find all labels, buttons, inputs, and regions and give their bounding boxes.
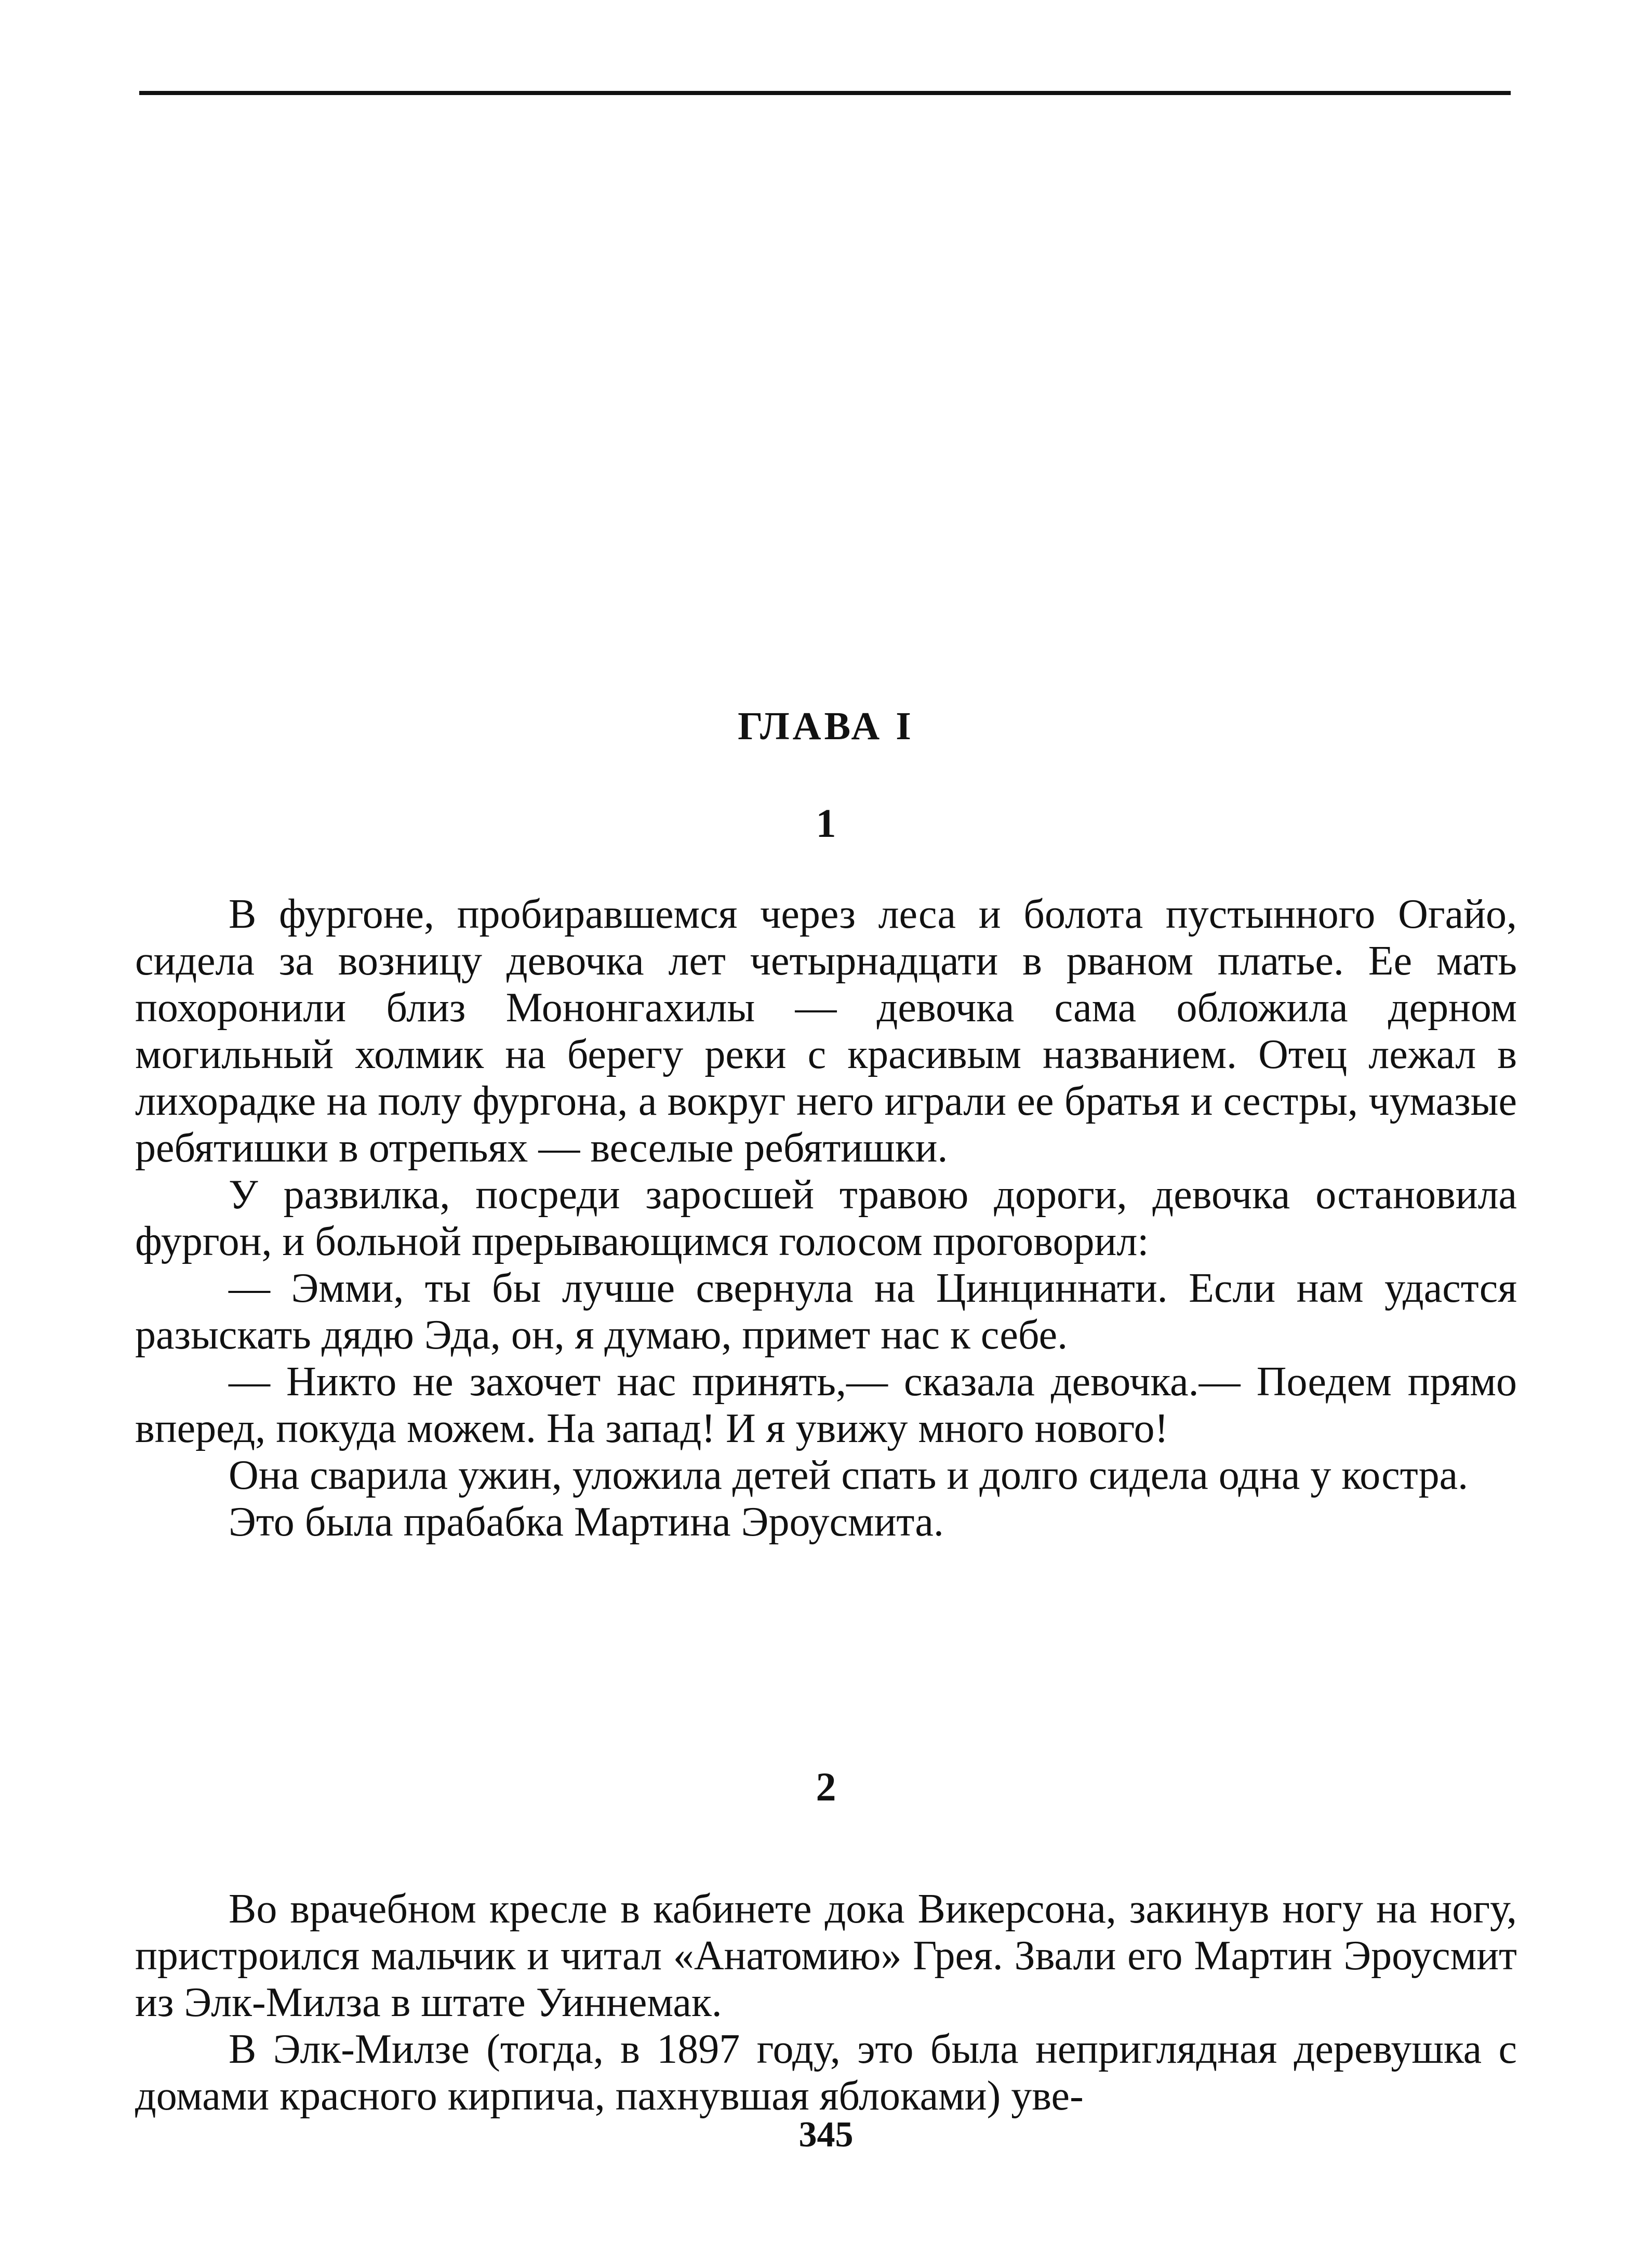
page-number: 345	[798, 2115, 854, 2155]
section-number: 1	[816, 800, 836, 846]
chapter-heading: ГЛАВА I	[738, 704, 914, 748]
paragraph: — Эмми, ты бы лучше свернула на Цинциннати. Если нам удастся разыскать дядю Эда, он, я думаю, примет нас к себе.	[135, 1265, 1517, 1358]
section-body	[135, 891, 1517, 1545]
section-body	[135, 1886, 1517, 2119]
paragraph: — Никто не захочет нас принять,— сказала девочка.— Поедем прямо вперед, покуда можем. На запад! И я увижу много нового!	[135, 1359, 1517, 1451]
paragraph: У развилка, посреди заросшей травою дороги, девочка остановила фургон, и больной прерывающимся голосом проговорил:	[135, 1172, 1517, 1264]
page-text-column	[135, 0, 1517, 2242]
section-number: 2	[816, 1764, 836, 1809]
paragraph: Это была прабабка Мартина Эроусмита.	[229, 1499, 944, 1545]
paragraph: В Элк-Милзе (тогда, в 1897 году, это была неприглядная деревушка с домами красного кирпича, пахнувшая яблоками) уве-	[135, 2026, 1517, 2119]
paragraph: Она сварила ужин, уложила детей спать и долго сидела одна у костра.	[229, 1452, 1469, 1498]
paragraph: Во врачебном кресле в кабинете дока Викерсона, закинув ногу на ногу, пристроился мальчик и читал «Анатомию» Грея. Звали его Мартин Эроусмит из Элк-Милза в штате Уиннемак.	[135, 1886, 1517, 2025]
paragraph: В фургоне, пробиравшемся через леса и болота пустынного Огайо, сидела за возницу девочка лет четырнадцати в рваном платье. Ее мать похоронили близ Мононгахилы — девочка сама обложила дерном могильный холмик на берегу реки с красивым названием. Отец лежал в лихорадке на полу фургона, а вокруг него играли ее братья и сестры, чумазые ребятишки в отрепьях — веселые ребятишки.	[135, 891, 1517, 1171]
